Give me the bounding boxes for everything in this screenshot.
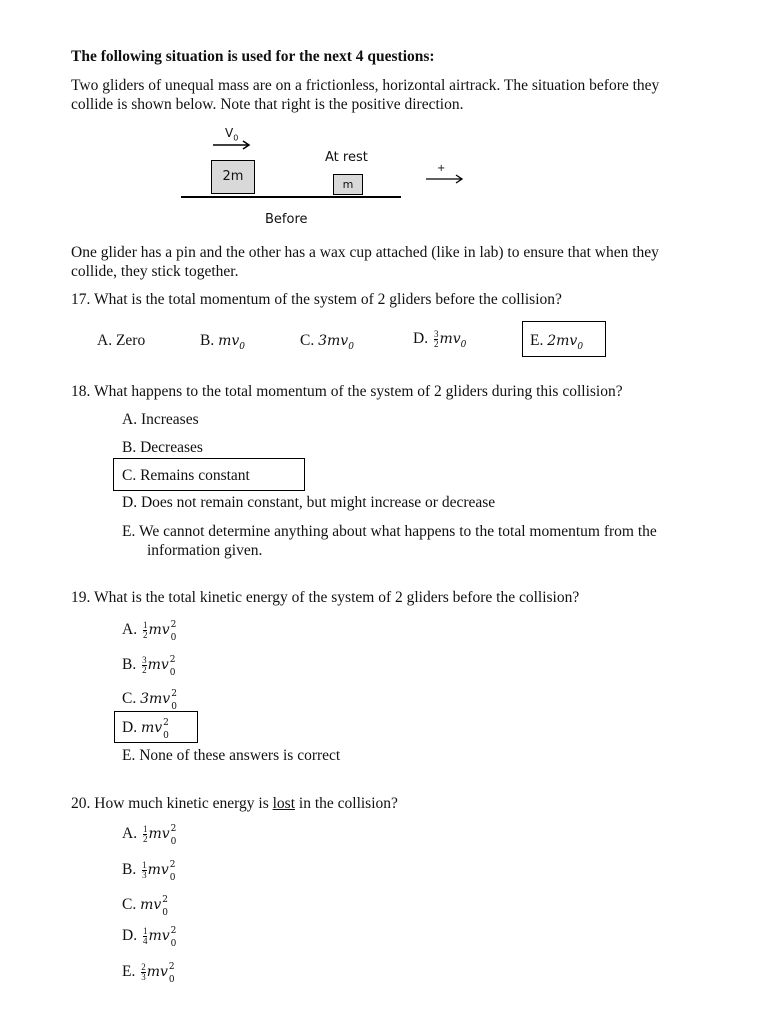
q20-option-a: A. $\frac{1}{2}$ mv 2 0 xyxy=(122,823,177,847)
q17-option-d: D. $\frac{3}{2}$ $mv_0$ xyxy=(413,328,467,351)
q20-option-c: C. mv 2 0 xyxy=(122,895,169,918)
setup-line-1: One glider has a pin and the other has a wax cup attached (like in lab) to ensure that when they xyxy=(71,244,659,261)
q18-option-b: B. Decreases xyxy=(122,439,203,456)
q20-option-d: D. $\frac{1}{4}$ mv 2 0 xyxy=(122,925,177,949)
velocity-label: $V_0$ xyxy=(225,126,239,143)
q18-option-e-line-1: E. We cannot determine anything about what happens to the total momentum from the xyxy=(122,523,657,540)
q18-option-d: D. Does not remain constant, but might increase or decrease xyxy=(122,494,496,511)
q19-option-c: C. 3mv 2 0 xyxy=(122,689,177,712)
q19-option-e: E. None of these answers is correct xyxy=(122,747,341,764)
glider-m: m xyxy=(333,174,363,195)
q19-option-a: A. $\frac{1}{2}$ mv 2 0 xyxy=(122,619,177,643)
q19-option-b: B. $\frac{3}{2}$ mv 2 0 xyxy=(122,654,176,678)
q18-option-a: A. Increases xyxy=(122,411,199,428)
velocity-arrow-icon xyxy=(212,140,252,150)
q20-stem: 20. How much kinetic energy is lost in the collision? xyxy=(71,795,398,812)
glider-2m: 2m xyxy=(211,160,255,194)
airtrack-line xyxy=(181,196,401,198)
positive-label: + xyxy=(437,163,446,174)
q19-option-d: D. mv 2 0 xyxy=(122,718,169,741)
q18-stem: 18. What happens to the total momentum of the system of 2 gliders during this collision? xyxy=(71,383,623,400)
q20-option-b: B. $\frac{1}{3}$ mv 2 0 xyxy=(122,859,176,883)
intro-line-2: collide is shown below. Note that right is the positive direction. xyxy=(71,96,464,113)
before-caption: Before xyxy=(265,212,308,227)
q19-stem: 19. What is the total kinetic energy of the system of 2 gliders before the collision? xyxy=(71,589,580,606)
setup-line-2: collide, they stick together. xyxy=(71,263,239,280)
q17-option-b: B. $mv_0$ xyxy=(200,332,246,353)
q18-option-e-line-2: information given. xyxy=(147,542,263,559)
q18-option-c: C. Remains constant xyxy=(122,467,250,484)
q17-option-c: C. $3mv_0$ xyxy=(300,332,354,353)
q17-option-a: A. Zero xyxy=(97,332,146,349)
at-rest-label: At rest xyxy=(325,150,368,165)
q20-option-e: E. $\frac{2}{3}$ mv 2 0 xyxy=(122,961,175,985)
section-heading: The following situation is used for the next 4 questions: xyxy=(71,48,435,65)
intro-line-1: Two gliders of unequal mass are on a frictionless, horizontal airtrack. The situation before they xyxy=(71,77,660,94)
positive-direction-arrow-icon xyxy=(425,174,465,184)
q17-option-e: E. $2mv_0$ xyxy=(530,332,584,353)
q17-stem: 17. What is the total momentum of the system of 2 gliders before the collision? xyxy=(71,291,562,308)
